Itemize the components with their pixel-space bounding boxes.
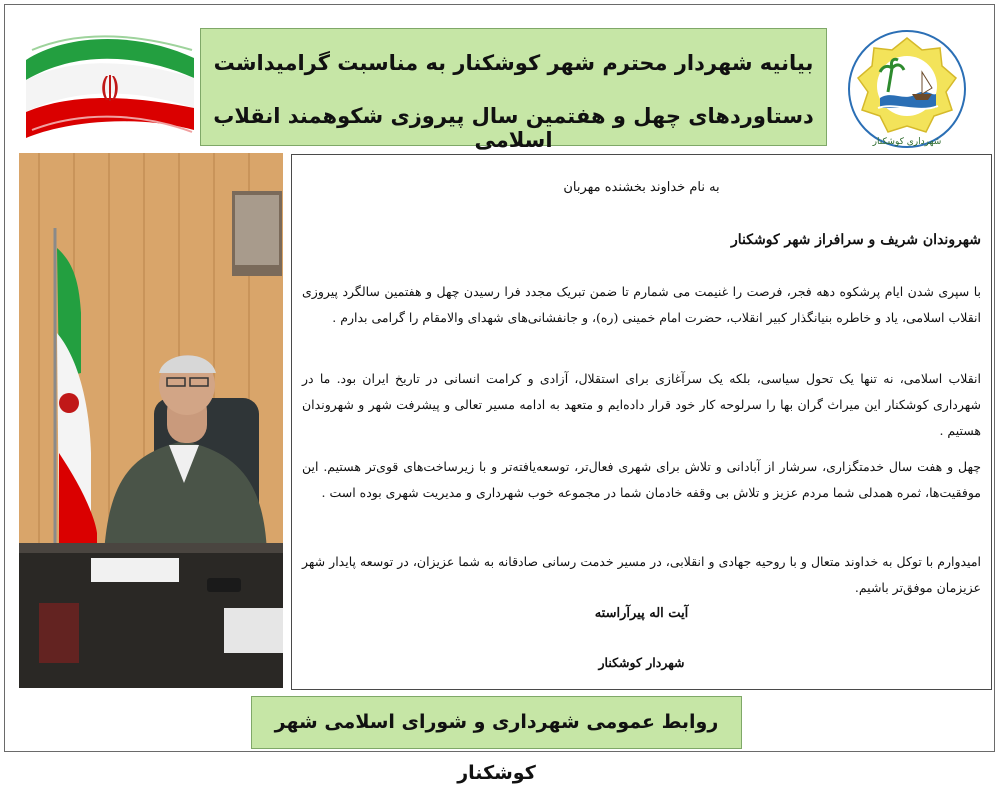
letter-paragraph-3: چهل و هفت سال خدمتگزاری، سرشار از آبادانی و تلاش برای شهری فعال‌تر، توسعه‌یافته‌تر و با زیرساخت‌های قوی‌تر هستیم. این موفقیت‌ها، ثمره همدلی شما مردم عزیز و تلاش بی وقفه خادمان شما در مجموعه خوب شهرداری و مدیریت شهری بوده است .: [302, 459, 981, 500]
letter-paragraph-4: امیدوارم با توکل به خداوند متعال و با روحیه جهادی و انقلابی، در مسیر خدمت رسانی صادقانه به شما عزیزان، در توسعه پایدار شهر عزیزمان موفق‌تر باشیم.: [302, 554, 981, 595]
signature-name: آیت اله پیرآراسته: [594, 606, 689, 621]
letter-greeting: شهروندان شریف و سرافراز شهر کوشکنار: [731, 232, 981, 248]
letter-paragraph-2: انقلاب اسلامی، نه تنها یک تحول سیاسی، بلکه یک سرآغازی برای استقلال، آزادی و کرامت انسانی در تاریخ ایران بود. ما در شهرداری کوشکنار این میراث گران بها را سرلوحه کار خود قرار داده‌ایم و متعهد به ادامه مسیر تعالی و پیشرفت شهر و شهروندان هستیم .: [302, 371, 981, 438]
letter-paragraph-1: با سپری شدن ایام پرشکوه دهه فجر، فرصت را غنیمت می شمارم تا ضمن تبریک مجدد فرا رسیدن چهل و هفتمین سالگرد پیروزی انقلاب اسلامی، یاد و خاطره بنیانگذار کبیر انقلاب، حضرت امام خمینی (ره)، و جانفشانی‌های شهدای والامقام را گرامی بدارم .: [302, 284, 981, 325]
iran-emblem-icon: [102, 75, 118, 101]
signature-title: شهردار کوشکنار: [598, 655, 685, 670]
municipality-logo: [834, 28, 980, 150]
iran-flag-swoosh: [24, 30, 196, 142]
title-line-2: دستاوردهای چهل و هفتمین سال پیروزی شکوهمند انقلاب اسلامی: [213, 104, 814, 152]
mayor-photo: [19, 153, 283, 688]
statement-title-panel: [200, 28, 827, 152]
title-line-1: بیانیه شهردار محترم شهر کوشکنار به مناسبت گرامیداشت: [213, 51, 814, 75]
basmala: به نام خداوند بخشنده مهربان: [563, 180, 720, 195]
logo-caption: شهرداری کوشکنار: [872, 137, 942, 147]
statement-letter: [291, 154, 992, 690]
footer-public-relations: روابط عمومی شهرداری و شورای اسلامی شهر کوشکنار: [251, 696, 742, 749]
